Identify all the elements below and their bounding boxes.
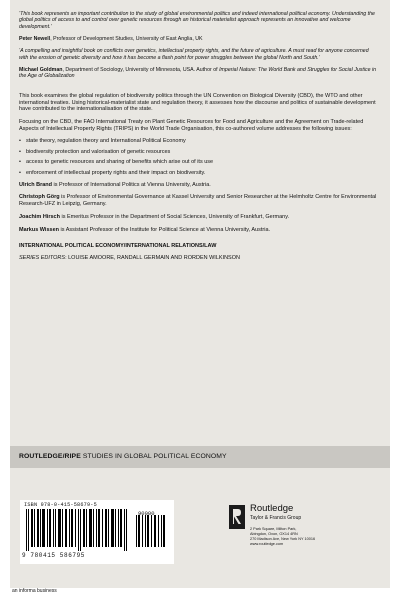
author-bio: [19, 194, 379, 208]
endorsement-attribution-1: [19, 36, 379, 42]
series-title: [19, 453, 227, 460]
author-bio: [19, 227, 379, 234]
endorsement-quote-2: ‘A compelling and insightful book on conflicts over genetics, intellectual property rights, and the future of agriculture. A must read for anyone concerned with the erosion of genetic diversity and how it has become a flash point for power struggles between the global North and South.’: [19, 48, 369, 61]
publisher-name: Routledge: [250, 503, 294, 514]
back-cover-content: [19, 11, 379, 262]
author-bio-text: is Assistant Professor of the Institute for Political Science at Vienna University, Austria.: [59, 227, 271, 234]
series-brand: ROUTLEDGE/RIPE: [19, 453, 81, 460]
barcode-addon-digits: 90000: [138, 510, 155, 517]
author-bio-text: is Professor of Environmental Governance at Kassel University and Senior Researcher at the Helmholtz Centre for Environmental Research-UFZ in Leipzig, Germany.: [19, 194, 377, 208]
endorser-book-title: Imperial Nature: The World Bank and Struggles for Social Justice in the Age of Globalization: [19, 66, 377, 80]
endorser-affiliation: , Department of Sociology, University of Minnesota, USA. Author of: [62, 66, 218, 73]
address-line: 270 Madison Ave, New York NY 10016: [250, 537, 316, 541]
series-editors-names: : LOUISE AMOORE, RANDALL GERMAIN AND RORDEN WILKINSON: [65, 254, 240, 261]
author-name: Markus Wissen: [19, 227, 59, 234]
issues-list: [19, 138, 379, 176]
endorser-affiliation: , Professor of Development Studies, University of East Anglia, UK: [50, 35, 203, 42]
description-paragraph: Focusing on the CBD, the FAO International Treaty on Plant Genetic Resources for Food and Agriculture and the Agreement on Trade-related Aspects of Intellectual Property Rights (TRIPS) in the World Trade Organisation, this co-authored volume addresses the following issues:: [19, 118, 364, 132]
issue-item: • enforcement of intellectual property rights and their impact on biodiversity.: [19, 170, 379, 177]
endorser-name: Peter Newell: [19, 35, 51, 42]
author-bio: [19, 182, 379, 189]
author-name: Christoph Görg: [19, 194, 60, 201]
author-bio-text: is Professor of International Politics at Vienna University, Austria.: [52, 181, 211, 188]
publisher-group: Taylor & Francis Group: [250, 515, 302, 521]
series-name: STUDIES IN GLOBAL POLITICAL ECONOMY: [80, 453, 227, 460]
barcode-digits: 9 780415 586795: [22, 552, 86, 559]
issue-item: • biodiversity protection and valorisation of genetic resources: [19, 149, 379, 156]
series-editors: [19, 255, 379, 262]
series-editors-label: SERIES EDITORS: [19, 254, 66, 261]
address-line: Abingdon, Oxon, OX14 4RN: [250, 532, 298, 536]
issue-item: • access to genetic resources and sharing of benefits which arise out of its use: [19, 159, 379, 166]
isbn-label: ISBN 978-0-415-58679-5: [24, 502, 97, 508]
address-line: www.routledge.com: [250, 542, 284, 546]
endorsement-quote-1: ‘This book represents an important contribution to the study of global environmental politics and indeed international political economy. Understanding the global politics of access to and control over genetic resources through an historical materialist approach represents an innovative and welcome development.’: [19, 11, 375, 30]
routledge-logo-icon: [228, 504, 246, 530]
issue-item: • state theory, regulation theory and International Political Economy: [19, 138, 379, 145]
author-bio: [19, 214, 379, 221]
endorser-name: Michael Goldman: [19, 66, 63, 73]
subject-category: INTERNATIONAL POLITICAL ECONOMY/INTERNATIONAL RELATIONS/LAW: [19, 243, 217, 250]
address-line: 2 Park Square, Milton Park,: [250, 527, 297, 531]
footer-tagline: an informa business: [12, 588, 57, 594]
endorsement-attribution-2: [19, 67, 379, 80]
publisher-address: [250, 527, 315, 547]
description-paragraph: This book examines the global regulation of biodiversity politics through the UN Convention on Biological Diversity (CBD), the WTO and other international treaties. Using historical-materialist state and regulation theory, it assesses how the discourse and politics of sustainable development have contributed to the internationalisation of the state.: [19, 92, 376, 113]
author-bio-text: is Emeritus Professor in the Department of Social Sciences, University of Frankfurt, Germany.: [59, 214, 290, 221]
author-name: Joachim Hirsch: [19, 214, 60, 221]
author-name: Ulrich Brand: [19, 181, 53, 188]
